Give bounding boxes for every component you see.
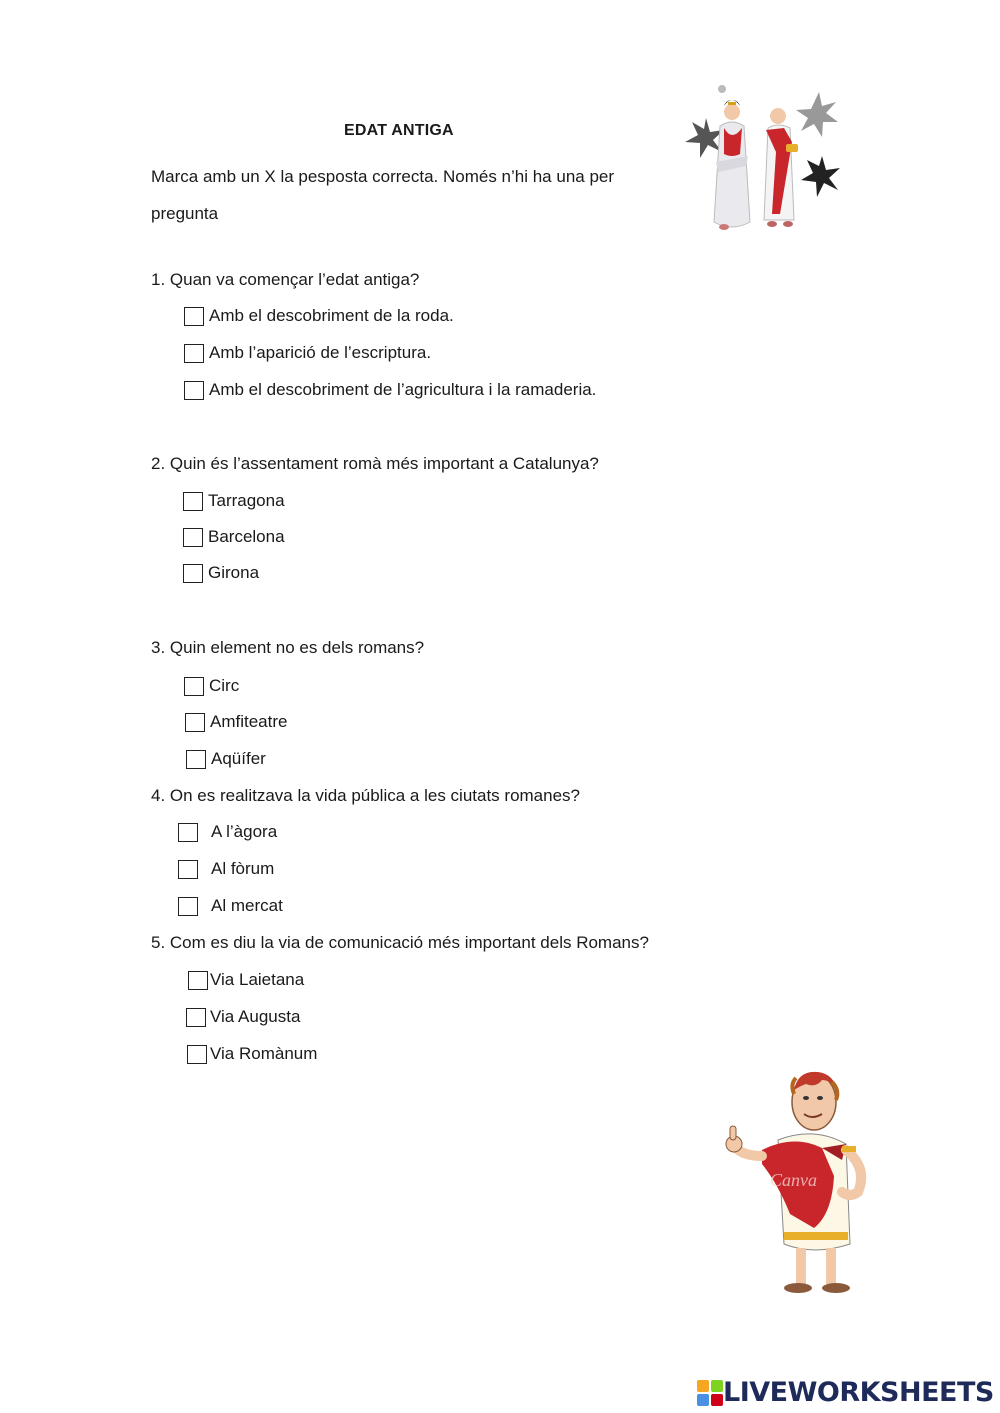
liveworksheets-logo-icon xyxy=(697,1380,723,1406)
canva-watermark: Canva xyxy=(770,1170,817,1190)
option-q1-a[interactable] xyxy=(184,306,454,326)
logo-text: LIVEWORKSHEETS xyxy=(723,1377,994,1408)
question-4: 4. On es realitzava la vida pública a les ciutats romanes? xyxy=(151,786,581,805)
star-icon xyxy=(801,156,840,197)
star-icon xyxy=(796,92,838,137)
option-label: Amb el descobriment de la roda. xyxy=(209,306,454,325)
option-label: Barcelona xyxy=(208,527,285,546)
option-q3-a[interactable] xyxy=(184,676,239,696)
option-label: Via Augusta xyxy=(210,1007,301,1026)
option-q1-b[interactable] xyxy=(184,343,431,363)
option-q5-a[interactable] xyxy=(188,970,304,990)
option-q4-c[interactable] xyxy=(178,896,283,916)
option-label: Tarragona xyxy=(208,491,285,510)
answer-checkbox[interactable] xyxy=(178,860,198,879)
option-q1-c[interactable] xyxy=(184,380,596,400)
roman-couple-illustration xyxy=(680,82,848,238)
option-q5-c[interactable] xyxy=(187,1044,317,1064)
answer-checkbox[interactable] xyxy=(184,677,204,696)
option-label: Girona xyxy=(208,563,260,582)
instructions: Marca amb un X la pesposta correcta. Només n’hi ha una per pregunta xyxy=(151,167,615,223)
option-q4-b[interactable] xyxy=(178,859,274,879)
option-label: Via Laietana xyxy=(210,970,305,989)
option-q2-b[interactable] xyxy=(183,527,285,547)
answer-checkbox[interactable] xyxy=(186,750,206,769)
answer-checkbox[interactable] xyxy=(183,492,203,511)
answer-checkbox[interactable] xyxy=(184,381,204,400)
question-2: 2. Quin és l’assentament romà més important a Catalunya? xyxy=(151,454,599,473)
answer-checkbox[interactable] xyxy=(185,713,205,732)
answer-checkbox[interactable] xyxy=(188,971,208,990)
option-q2-a[interactable] xyxy=(183,491,285,511)
question-1: 1. Quan va començar l’edat antiga? xyxy=(151,270,420,289)
option-label: Al mercat xyxy=(211,896,283,915)
option-label: Via Romànum xyxy=(210,1044,318,1063)
option-q4-a[interactable] xyxy=(178,822,277,842)
question-5: 5. Com es diu la via de comunicació més important dels Romans? xyxy=(151,933,649,952)
option-label: Amfiteatre xyxy=(210,712,288,731)
option-label: Amb el descobriment de l’agricultura i la ramaderia. xyxy=(209,380,597,399)
option-label: Circ xyxy=(209,676,240,695)
option-q3-c[interactable] xyxy=(186,749,266,769)
option-label: Al fòrum xyxy=(211,859,275,878)
option-q5-b[interactable] xyxy=(186,1007,300,1027)
answer-checkbox[interactable] xyxy=(187,1045,207,1064)
question-3: 3. Quin element no es dels romans? xyxy=(151,638,425,657)
option-label: A l’àgora xyxy=(211,822,278,841)
answer-checkbox[interactable] xyxy=(184,307,204,326)
option-label: Amb l’aparició de l’escriptura. xyxy=(209,343,432,362)
answer-checkbox[interactable] xyxy=(178,897,198,916)
answer-checkbox[interactable] xyxy=(183,528,203,547)
answer-checkbox[interactable] xyxy=(186,1008,206,1027)
answer-checkbox[interactable] xyxy=(183,564,203,583)
liveworksheets-logo[interactable] xyxy=(697,1377,994,1408)
answer-checkbox[interactable] xyxy=(178,823,198,842)
option-q2-c[interactable] xyxy=(183,563,259,583)
answer-checkbox[interactable] xyxy=(184,344,204,363)
option-label: Aqüífer xyxy=(211,749,266,768)
page-title: EDAT ANTIGA xyxy=(344,122,454,139)
option-q3-b[interactable] xyxy=(185,712,287,732)
roman-man-thumbs-up-illustration xyxy=(722,1064,878,1300)
